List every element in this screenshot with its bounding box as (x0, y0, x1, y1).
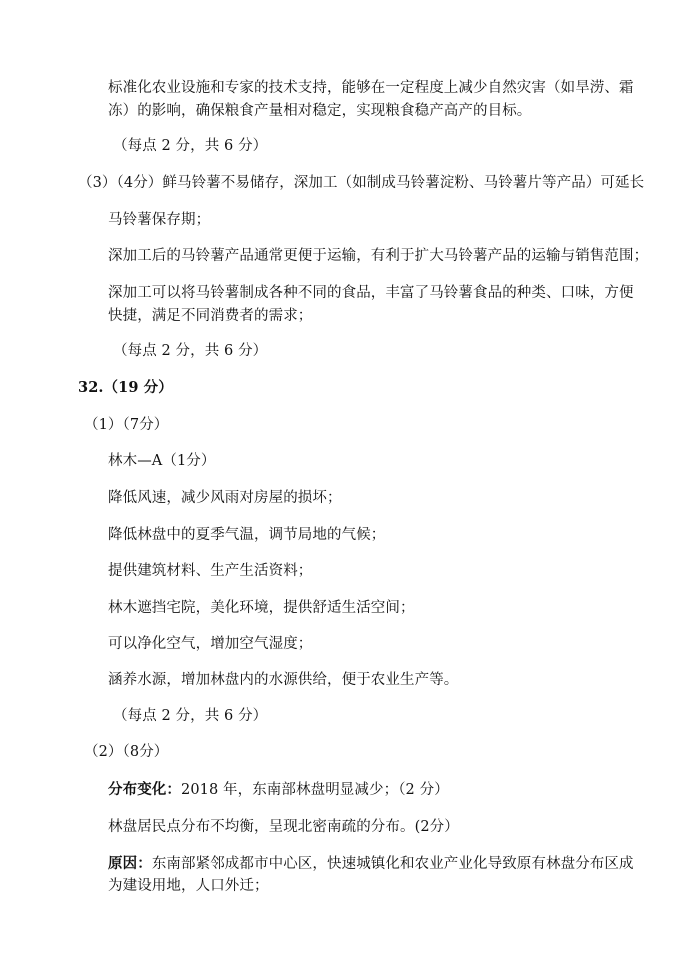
text-line: 林木遮挡宅院，美化环境，提供舒适生活空间； (108, 600, 415, 616)
text-line: 可以净化空气，增加空气湿度； (108, 636, 313, 652)
text-line: 降低风速，减少风雨对房屋的损坏； (108, 490, 342, 506)
scoring-note: （每点 2 分，共 6 分） (113, 708, 268, 724)
text-line: 林木—A（1分） (108, 453, 216, 469)
distribution-change-line (108, 780, 449, 800)
scoring-note: （每点 2 分，共 6 分） (113, 343, 268, 359)
sub-question-1-heading: （1）（7分） (84, 417, 169, 433)
text-line: 林盘居民点分布不均衡，呈现北密南疏的分布。(2分） (108, 819, 459, 835)
question-3-answer: （3）（4分）鲜马铃薯不易储存，深加工（如制成马铃薯淀粉、马铃薯片等产品）可延长 (78, 175, 645, 191)
scoring-note: （每点 2 分，共 6 分） (113, 138, 268, 154)
text-line: 降低林盘中的夏季气温，调节局地的气候； (108, 527, 386, 543)
reason-label: 原因： (108, 855, 152, 872)
sub-question-2-heading: （2）（8分） (84, 744, 169, 760)
text-line: 标准化农业设施和专家的技术支持，能够在一定程度上减少自然灾害（如旱涝、霜 (108, 80, 634, 96)
text-line: 提供建筑材料、生产生活资料； (108, 563, 313, 579)
question-32-heading: 32.（19 分） (78, 379, 173, 396)
reason-text: 东南部紧邻成都市中心区，快速城镇化和农业产业化导致原有林盘分布区成 (151, 856, 634, 872)
text-line: 冻）的影响，确保粮食产量相对稳定，实现粮食稳产高产的目标。 (108, 103, 532, 119)
distribution-change-text: 2018 年，东南部林盘明显减少；（2 分） (181, 782, 449, 798)
text-line: 为建设用地，人口外迁； (108, 878, 269, 894)
text-line: 马铃薯保存期； (108, 212, 211, 228)
text-line: 涵养水源，增加林盘内的水源供给，便于农业生产等。 (108, 672, 459, 688)
reason-line (108, 854, 634, 874)
distribution-change-label: 分布变化： (108, 781, 181, 798)
text-line: 快捷，满足不同消费者的需求； (108, 308, 313, 324)
text-line: 深加工可以将马铃薯制成各种不同的食品，丰富了马铃薯食品的种类、口味，方便 (108, 285, 634, 301)
text-line: 深加工后的马铃薯产品通常更便于运输，有利于扩大马铃薯产品的运输与销售范围； (108, 248, 649, 264)
